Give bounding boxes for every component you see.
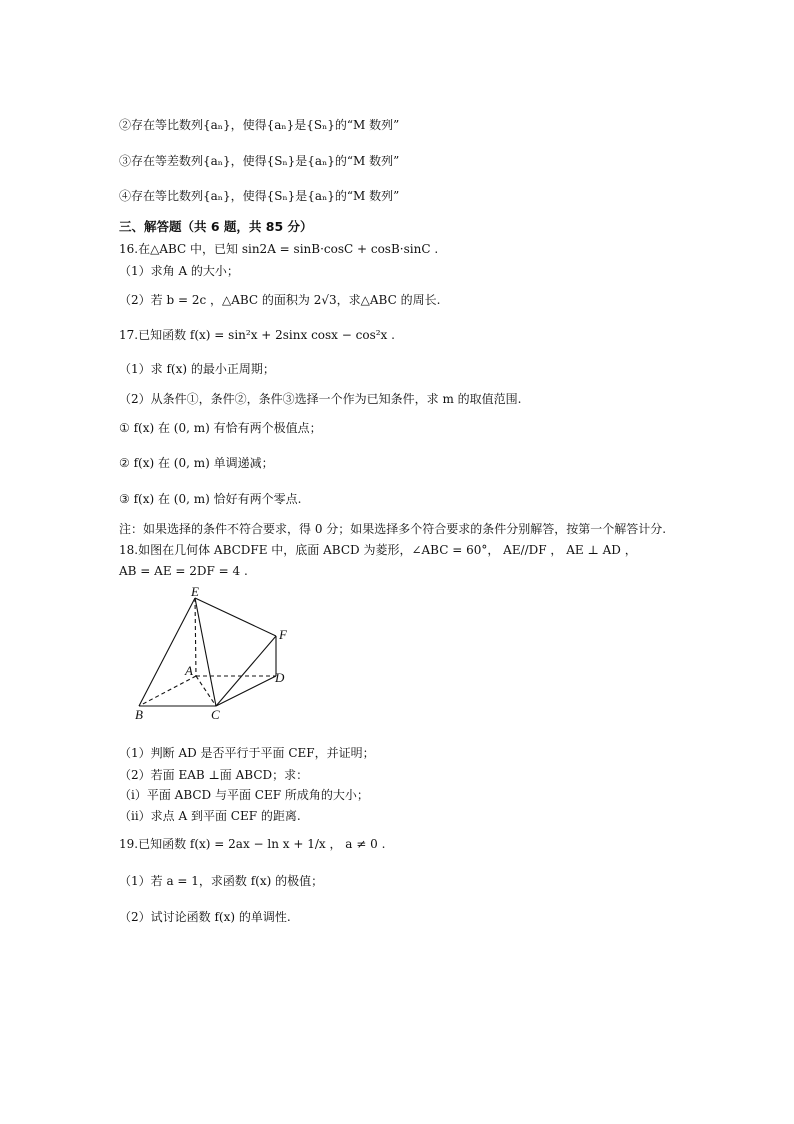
q18-part1: （1）判断 AD 是否平行于平面 CEF，并证明； [119, 746, 375, 760]
edge-EB [139, 598, 195, 706]
q19-stem: 19.已知函数 f(x) = 2ax − ln x + 1/x ， a ≠ 0 . [119, 837, 386, 851]
line-4: ④存在等比数列{aₙ}，使得{Sₙ}是{aₙ}的“M 数列” [119, 189, 400, 203]
line-3: ③存在等差数列{aₙ}，使得{Sₙ}是{aₙ}的“M 数列” [119, 154, 400, 168]
scoring-note: 注：如果选择的条件不符合要求，得 0 分；如果选择多个符合要求的条件分别解答，按第一个解答计分. [119, 522, 667, 536]
q17-condition2: ② f(x) 在 (0, m) 单调递减； [119, 456, 274, 470]
edge-EC [195, 598, 216, 706]
q16-part1: （1）求角 A 的大小； [119, 264, 239, 278]
vertex-label-D: D [275, 670, 285, 685]
q17-condition3: ③ f(x) 在 (0, m) 恰好有两个零点. [119, 492, 302, 506]
q18-stem: 18.如图在几何体 ABCDFE 中，底面 ABCD 为菱形，∠ABC = 60°， AE//DF ， AE ⊥ AD ， [119, 543, 637, 557]
edge-CD [216, 676, 276, 706]
edge-EF [195, 598, 276, 636]
q19-part2: （2）试讨论函数 f(x) 的单调性. [119, 910, 291, 924]
q19-part1: （1）若 a = 1，求函数 f(x) 的极值； [119, 874, 324, 888]
section-heading: 三、解答题（共 6 题，共 85 分） [119, 219, 313, 234]
q16-stem: 16.在△ABC 中，已知 sin2A = sinB·cosC + cosB·sinC . [119, 242, 439, 256]
vertex-label-A: A [185, 663, 193, 678]
vertex-label-B: B [135, 707, 143, 722]
q18-stem-cont: AB = AE = 2DF = 4 . [119, 564, 248, 578]
vertex-label-C: C [211, 707, 220, 722]
q17-condition1: ① f(x) 在 (0, m) 有恰有两个极值点； [119, 421, 322, 435]
vertex-label-E: E [191, 584, 199, 599]
q17-part2: （2）从条件①，条件②，条件③选择一个作为已知条件，求 m 的取值范围. [119, 392, 522, 406]
q16-part2: （2）若 b = 2c ，△ABC 的面积为 2√3，求△ABC 的周长. [119, 293, 441, 307]
q18-part2-i: （ⅰ）平面 ABCD 与平面 CEF 所成角的大小； [119, 788, 369, 802]
edge-AC [196, 676, 216, 706]
q17-stem: 17.已知函数 f(x) = sin²x + 2sinx cosx − cos²x . [119, 328, 395, 342]
edge-CF [216, 636, 276, 706]
q18-part2: （2）若面 EAB ⊥面 ABCD；求： [119, 768, 309, 782]
edge-EA [195, 598, 196, 676]
q17-part1: （1）求 f(x) 的最小正周期； [119, 362, 275, 376]
line-2: ②存在等比数列{aₙ}，使得{aₙ}是{Sₙ}的“M 数列” [119, 118, 400, 132]
edge-AB [139, 676, 196, 706]
q18-part2-ii: （ⅱ）求点 A 到平面 CEF 的距离. [119, 809, 301, 823]
vertex-label-F: F [279, 627, 287, 642]
